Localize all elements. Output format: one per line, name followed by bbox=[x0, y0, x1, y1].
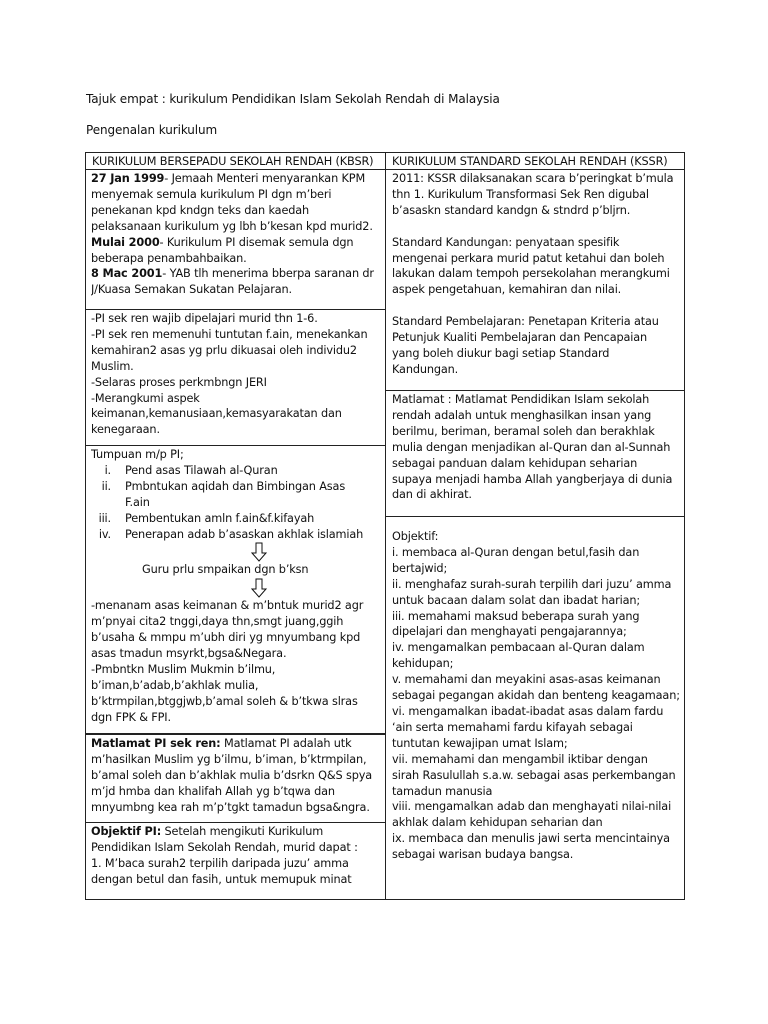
tumpuan-line: m’pnyai cita2 tnggi,daya thn,smgt juang,ggih bbox=[91, 615, 344, 629]
objektif-line: sebagai warisan budaya bangsa. bbox=[392, 848, 574, 862]
intro-line: thn 1. Kurikulum Transformasi Sek Ren digubal bbox=[392, 187, 649, 201]
header-kbsr: KURIKULUM BERSEPADU SEKOLAH RENDAH (KBSR) bbox=[92, 155, 374, 168]
objektif-line: viii. mengamalkan adab dan menghayati nilai-nilai bbox=[392, 800, 672, 814]
objektif-line: ix. membaca dan menulis jawi serta mencintainya bbox=[392, 832, 670, 846]
objektif-text: 1. M’baca surah2 terpilih daripada juzu’ amma bbox=[91, 856, 349, 870]
tumpuan-item bbox=[91, 527, 383, 543]
item-number: i. bbox=[104, 463, 111, 477]
intro-line: Standard Pembelajaran: Penetapan Kriteria atau bbox=[392, 315, 659, 329]
item-number bbox=[91, 495, 125, 511]
point-line: Muslim. bbox=[91, 359, 134, 373]
item-number: iii. bbox=[98, 511, 111, 525]
spacer bbox=[392, 298, 684, 314]
item-number: iv. bbox=[98, 527, 111, 541]
section-subtitle: Pengenalan kurikulum bbox=[86, 123, 218, 137]
kssr-intro-cell bbox=[392, 171, 684, 378]
tumpuan-line: b’usaha & mmpu m’ubh diri yg mnyumbang kpd bbox=[91, 631, 361, 645]
kssr-objektif-cell bbox=[392, 529, 684, 863]
tumpuan-line: -Pmbntkn Muslim Mukmin b’ilmu, bbox=[91, 662, 276, 676]
date-label: 8 Mac 2001 bbox=[91, 267, 163, 281]
row-divider bbox=[86, 822, 385, 823]
tumpuan-line: asas tmadun msyrkt,bgsa&Negara. bbox=[91, 647, 287, 661]
history-text: - Kurikulum PI disemak semula dgn bbox=[159, 235, 354, 249]
objektif-line: kehidupan; bbox=[392, 657, 454, 671]
item-text: Pend asas Tilawah al-Quran bbox=[125, 463, 278, 477]
point-line: -PI sek ren memenuhi tuntutan f.ain, menekankan bbox=[91, 327, 368, 341]
header-kssr: KURIKULUM STANDARD SEKOLAH RENDAH (KSSR) bbox=[392, 155, 668, 168]
matlamat-text: m’hasilkan Muslim yg b’ilmu, b’iman, b’ktrmpilan, bbox=[91, 752, 367, 766]
history-text: beberapa penambahbaikan. bbox=[91, 251, 247, 265]
objektif-line: tamadun manusia bbox=[392, 784, 493, 798]
objektif-line: iv. mengamalkan pembacaan al-Quran dalam bbox=[392, 641, 645, 655]
kbsr-points-cell bbox=[91, 311, 383, 438]
spacer bbox=[392, 219, 684, 235]
kbsr-matlamat-cell bbox=[91, 736, 383, 816]
row-divider bbox=[86, 309, 385, 310]
intro-line: Petunjuk Kualiti Pembelajaran dan Pencapaian bbox=[392, 331, 648, 345]
intro-line: Kandungan. bbox=[392, 362, 459, 376]
objektif-text: Setelah mengikuti Kurikulum bbox=[161, 825, 324, 838]
kbsr-tumpuan-cell bbox=[91, 447, 383, 726]
kssr-matlamat-cell bbox=[392, 392, 684, 503]
point-line: kemahiran2 asas yg prlu dikuasai oleh individu2 bbox=[91, 343, 357, 357]
intro-line: yang boleh diukur bagi setiap Standard bbox=[392, 346, 610, 360]
objektif-line: i. membaca al-Quran dengan betul,fasih dan bbox=[392, 545, 640, 559]
item-text: F.ain bbox=[125, 495, 150, 509]
history-text: menyemak semula kurikulum PI dgn m’beri bbox=[91, 187, 332, 201]
tumpuan-line: dgn FPK & FPI. bbox=[91, 710, 171, 724]
intro-line: 2011: KSSR dilaksanakan scara b’peringkat b’mula bbox=[392, 172, 674, 185]
intro-line: aspek pengetahuan, kemahiran dan nilai. bbox=[392, 283, 622, 297]
history-text: - Jemaah Menteri menyarankan KPM bbox=[164, 172, 366, 185]
matlamat-line: rendah adalah untuk menghasilkan insan yang bbox=[392, 408, 652, 422]
history-text: penekanan kpd kndgn teks dan kaedah bbox=[91, 203, 310, 217]
tumpuan-item bbox=[91, 511, 383, 527]
objektif-label: Objektif PI: bbox=[91, 825, 162, 838]
objektif-line: ‘ain serta memahami fardu kifayah sebagai bbox=[392, 720, 633, 734]
objektif-line: bertajwid; bbox=[392, 561, 448, 575]
tumpuan-line: b’ktrmpilan,btggjwb,b’amal soleh & b’tkwa slras bbox=[91, 694, 358, 708]
matlamat-text: m’jd hmba dan khalifah Allah yg b’tqwa dan bbox=[91, 784, 335, 798]
objektif-line: untuk bacaan dalam solat dan ibadat harian; bbox=[392, 593, 641, 607]
guru-note: Guru prlu smpaikan dgn b’ksn bbox=[142, 563, 309, 577]
row-divider bbox=[86, 733, 385, 735]
row-divider bbox=[86, 445, 385, 446]
matlamat-line: sebagai panduan dalam kehidupan seharian bbox=[392, 456, 638, 470]
tumpuan-line: b’iman,b’adab,b’akhlak mulia, bbox=[91, 678, 259, 692]
tumpuan-item bbox=[91, 463, 383, 479]
matlamat-text: Matlamat PI adalah utk bbox=[220, 737, 352, 750]
tumpuan-item bbox=[91, 479, 383, 495]
objektif-line: vi. mengamalkan ibadat-ibadat asas dalam fardu bbox=[392, 704, 664, 718]
point-line: kenegaraan. bbox=[91, 423, 160, 437]
comparison-table bbox=[85, 152, 685, 900]
history-text: J/Kuasa Semakan Sukatan Pelajaran. bbox=[91, 283, 292, 297]
objektif-text: dengan betul dan fasih, untuk memupuk minat bbox=[91, 872, 352, 886]
column-divider bbox=[385, 153, 386, 899]
intro-line: b’asaskn standard kandgn & stndrd p’bljrn. bbox=[392, 203, 631, 217]
matlamat-line: Matlamat : Matlamat Pendidikan Islam sekolah bbox=[392, 393, 650, 406]
page-title: Tajuk empat : kurikulum Pendidikan Islam Sekolah Rendah di Malaysia bbox=[86, 92, 500, 106]
arrow-down-icon bbox=[251, 578, 267, 598]
matlamat-text: mnyumbng kea rah m’p’tgkt tamadun bgsa&ngra. bbox=[91, 800, 370, 814]
history-text: - YAB tlh menerima bberpa saranan dr bbox=[162, 267, 374, 281]
objektif-line: vii. memahami dan mengambil iktibar dengan bbox=[392, 752, 648, 766]
intro-line: mengenai perkara murid patut ketahui dan boleh bbox=[392, 251, 665, 265]
date-label: Mulai 2000 bbox=[91, 235, 160, 249]
arrow-down-icon bbox=[251, 542, 267, 562]
matlamat-label: Matlamat PI sek ren: bbox=[91, 737, 221, 750]
intro-line: lakukan dalam tempoh persekolahan merangkumi bbox=[392, 267, 670, 281]
objektif-line: ii. menghafaz surah-surah terpilih dari juzu’ amma bbox=[392, 577, 672, 591]
tumpuan-line: -menanam asas keimanan & m’bntuk murid2 agr bbox=[91, 599, 364, 613]
matlamat-line: dan di akhirat. bbox=[392, 488, 472, 502]
history-text: pelaksanaan kurikulum yg lbh b’kesan kpd murid2. bbox=[91, 219, 373, 233]
intro-line: Standard Kandungan: penyataan spesifik bbox=[392, 235, 620, 249]
objektif-line: sebagai pegangan akidah dan benteng keagamaan; bbox=[392, 689, 680, 703]
kbsr-history-cell bbox=[91, 171, 383, 298]
objektif-line: sirah Rasulullah s.a.w. sebagai asas perkembangan bbox=[392, 768, 676, 782]
item-text: Pembentukan amln f.ain&f.kifayah bbox=[125, 511, 315, 525]
point-line: -PI sek ren wajib dipelajari murid thn 1-6. bbox=[91, 312, 318, 325]
matlamat-line: mulia dengan menjadikan al-Quran dan al-Sunnah bbox=[392, 440, 671, 454]
objektif-line: Objektif: bbox=[392, 530, 439, 543]
objektif-line: tuntutan kewajipan umat Islam; bbox=[392, 736, 568, 750]
matlamat-text: b’amal soleh dan b’akhlak mulia b’dsrkn Q&S spya bbox=[91, 768, 373, 782]
objektif-text: Pendidikan Islam Sekolah Rendah, murid dapat : bbox=[91, 840, 358, 854]
objektif-line: iii. memahami maksud beberapa surah yang bbox=[392, 609, 640, 623]
kbsr-objektif-cell bbox=[91, 824, 383, 888]
row-divider bbox=[386, 390, 684, 391]
tumpuan-heading: Tumpuan m/p PI; bbox=[91, 448, 184, 461]
matlamat-line: supaya menjadi hamba Allah yangberjaya di dunia bbox=[392, 472, 673, 486]
objektif-line: v. memahami dan meyakini asas-asas keimanan bbox=[392, 673, 661, 687]
item-text: Penerapan adab b’asaskan akhlak islamiah bbox=[125, 527, 364, 541]
row-divider bbox=[386, 516, 684, 517]
matlamat-line: berilmu, beriman, beramal soleh dan berakhlak bbox=[392, 424, 655, 438]
item-text: Pmbntukan aqidah dan Bimbingan Asas bbox=[125, 479, 346, 493]
objektif-line: dipelajari dan menghayati pengajarannya; bbox=[392, 625, 627, 639]
point-line: keimanan,kemanusiaan,kemasyarakatan dan bbox=[91, 407, 342, 421]
point-line: -Merangkumi aspek bbox=[91, 391, 200, 405]
point-line: -Selaras proses perkmbngn JERI bbox=[91, 375, 267, 389]
item-number: ii. bbox=[101, 479, 111, 493]
date-label: 27 Jan 1999 bbox=[91, 172, 165, 185]
objektif-line: akhlak dalam kehidupan seharian dan bbox=[392, 816, 603, 830]
tumpuan-item bbox=[91, 495, 383, 511]
